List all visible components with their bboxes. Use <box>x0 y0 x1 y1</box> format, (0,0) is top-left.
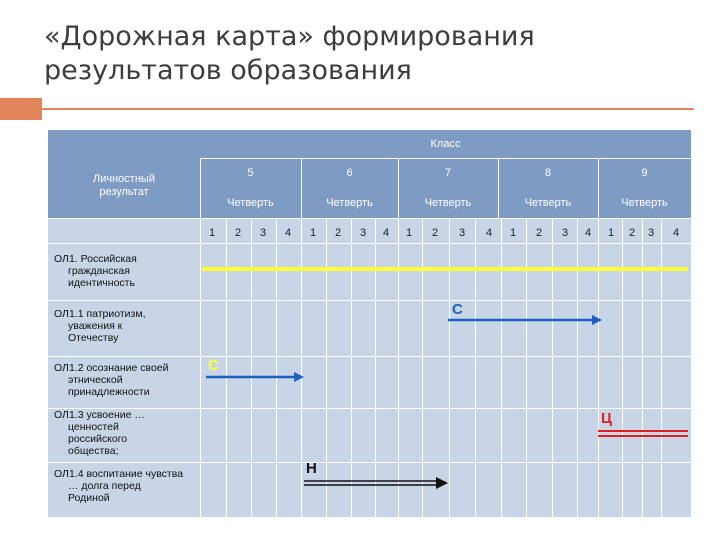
grade-divider-0 <box>301 158 302 218</box>
quarter-divider-18 <box>661 218 662 517</box>
result-row-3-text: ценностей российского общества; <box>68 421 128 457</box>
quarter-divider-10 <box>475 218 476 517</box>
yellow-line <box>202 267 688 271</box>
grade-3-quarter-label: Четверть <box>524 197 572 209</box>
result-row-0 <box>54 253 198 289</box>
quarter-divider-16 <box>622 218 623 517</box>
result-row-3-code: ОЛ1.3 усвоение … <box>54 409 145 421</box>
row-divider-1 <box>48 300 691 301</box>
grade-2-label: 7 <box>444 167 452 179</box>
result-row-4-code: ОЛ1.4 воспитание чувства <box>54 468 184 480</box>
roadmap-table <box>48 130 691 517</box>
class-header: Класс <box>430 138 461 150</box>
slide-title: «Дорожная карта» формирования результатов образования <box>44 21 535 86</box>
result-row-3 <box>54 409 198 457</box>
grade-3-label: 8 <box>544 167 552 179</box>
accent-block <box>0 98 42 120</box>
result-row-2-text: этнической принадлежности <box>68 374 150 398</box>
grade-divider-3 <box>598 158 599 218</box>
grade-4-quarter-label: Четверть <box>621 197 668 209</box>
quarter-2-0: 1 <box>405 227 413 239</box>
accent-line <box>42 108 694 110</box>
quarter-3-2: 3 <box>561 227 569 239</box>
result-row-0-code: ОЛ1. Российская <box>54 253 137 265</box>
red-line-top <box>598 430 688 432</box>
grade-2-quarter-label: Четверть <box>424 197 472 209</box>
quarter-2-3: 4 <box>485 227 493 239</box>
grade-0-quarter-label: Четверть <box>227 197 274 209</box>
quarter-2-1: 2 <box>431 227 439 239</box>
quarter-1-2: 3 <box>359 227 367 239</box>
quarter-0-1: 2 <box>234 227 242 239</box>
quarter-divider-2 <box>276 218 277 517</box>
quarter-divider-17 <box>642 218 643 517</box>
quarter-3-1: 2 <box>535 227 543 239</box>
quarter-divider-7 <box>398 218 399 517</box>
result-row-1-text: уважения к Отечеству <box>68 320 123 344</box>
result-row-4 <box>54 468 198 504</box>
quarter-2-2: 3 <box>458 227 466 239</box>
header-bottom <box>48 218 691 219</box>
quarter-0-2: 3 <box>259 227 267 239</box>
quarter-divider-5 <box>351 218 352 517</box>
row-divider-2 <box>48 356 691 357</box>
row-divider-0 <box>48 243 691 244</box>
quarter-divider-12 <box>526 218 527 517</box>
grade-divider-1 <box>398 158 399 218</box>
quarter-divider-9 <box>449 218 450 517</box>
grade-0-label: 5 <box>247 167 254 179</box>
quarter-divider-0 <box>226 218 227 517</box>
grade-1-quarter-label: Четверть <box>326 197 373 209</box>
grade-divider-2 <box>498 158 499 218</box>
result-row-4-text: … долга перед Родиной <box>68 480 141 504</box>
result-row-1 <box>54 308 198 344</box>
marker-row1: С <box>452 301 463 318</box>
marker-row4: Н <box>306 460 317 477</box>
result-row-2 <box>54 362 198 398</box>
row-divider-4 <box>48 462 691 463</box>
result-row-0-text: гражданская идентичность <box>68 265 135 289</box>
black-arrow-row4 <box>302 477 450 491</box>
grade-4-label: 9 <box>641 167 648 179</box>
quarter-1-0: 1 <box>309 227 317 239</box>
blue-arrow-row2 <box>204 370 308 384</box>
result-row-2-code: ОЛ1.2 осознание своей <box>54 362 169 374</box>
blue-arrow-row1 <box>446 313 606 327</box>
quarter-divider-15 <box>598 218 599 517</box>
grade-1-label: 6 <box>346 167 353 179</box>
quarter-divider-6 <box>375 218 376 517</box>
result-row-1-code: ОЛ1.1 патриотизм, <box>54 308 146 320</box>
quarter-divider-8 <box>422 218 423 517</box>
quarter-divider-11 <box>501 218 502 517</box>
quarter-3-0: 1 <box>509 227 517 239</box>
marker-row3: Ц <box>601 410 612 427</box>
quarter-3-3: 4 <box>584 227 592 239</box>
quarter-4-0: 1 <box>607 227 615 239</box>
header-divider <box>200 158 691 159</box>
quarter-1-3: 4 <box>382 227 390 239</box>
quarter-4-1: 2 <box>628 227 636 239</box>
quarter-4-2: 3 <box>647 227 655 239</box>
quarter-1-1: 2 <box>334 227 342 239</box>
red-line-bottom <box>598 435 688 437</box>
quarter-divider-3 <box>301 218 302 517</box>
quarter-divider-1 <box>251 218 252 517</box>
marker-row2: С <box>208 357 219 374</box>
quarter-0-3: 4 <box>284 227 292 239</box>
quarter-4-3: 4 <box>672 227 680 239</box>
quarter-0-0: 1 <box>208 227 216 239</box>
quarter-divider-13 <box>552 218 553 517</box>
quarter-divider-14 <box>577 218 578 517</box>
label-column-divider <box>200 158 201 517</box>
result-header: Личностный результат <box>93 173 155 198</box>
quarter-divider-4 <box>326 218 327 517</box>
